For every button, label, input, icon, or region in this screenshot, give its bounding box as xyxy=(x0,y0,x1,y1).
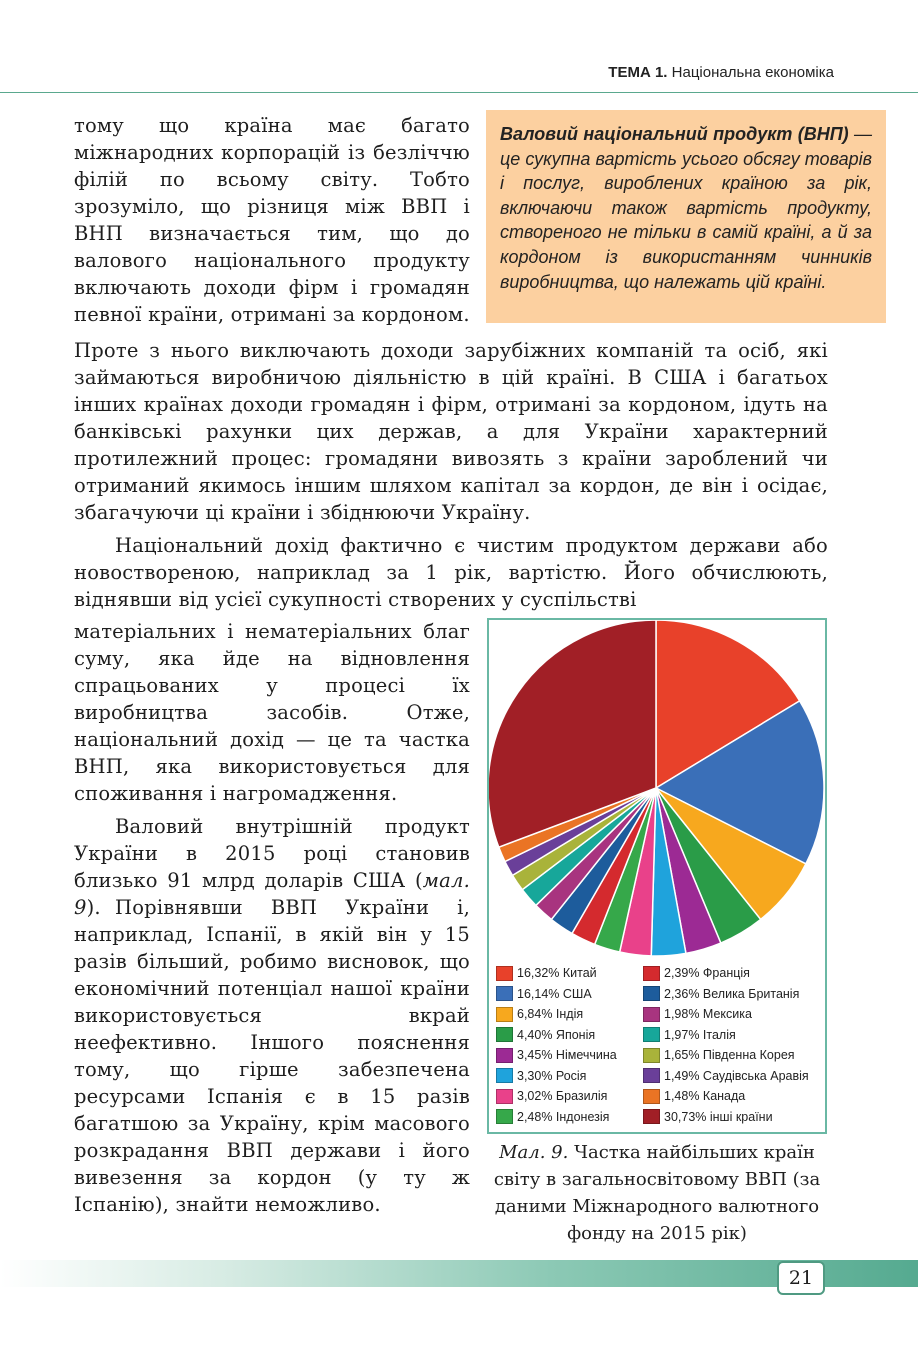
legend-label: 3,45% Німеччина xyxy=(517,1048,617,1062)
legend-swatch xyxy=(496,1109,513,1124)
legend-label: 30,73% інші країни xyxy=(664,1109,773,1124)
legend-swatch xyxy=(496,1027,513,1042)
header-rule xyxy=(0,92,918,93)
legend-item xyxy=(643,1107,773,1127)
paragraph-5-text: Валовий внутрішній продукт України в 2015 році становив близько 91 млрд доларів США ( xyxy=(74,815,470,892)
definition-text: — це сукупна вартість усього обсягу товарів і послуг, вироблених країною за рік, включаючи також вартість продукту, створеного не тільки в самій країні, а й за кордоном із використанням чинників виробництва, що належать цій країні. xyxy=(500,124,872,292)
legend-item xyxy=(643,1045,795,1065)
legend-item xyxy=(496,1107,609,1127)
legend-swatch xyxy=(496,1068,513,1083)
definition-term: Валовий національний продукт (ВНП) xyxy=(500,124,849,144)
paragraph-4: матеріальних і нематеріальних благ суму, яка йде на відновлення спрацьованих у процесі їх виробництва засобів. Отже, національний дохід — це та частка ВНП, яка використовується для споживання і нагромадження. xyxy=(74,620,470,805)
pie-chart xyxy=(489,620,825,960)
definition-box xyxy=(486,110,886,323)
legend-swatch xyxy=(643,966,660,981)
legend-swatch xyxy=(643,1068,660,1083)
legend-label: 6,84% Індія xyxy=(517,1007,584,1021)
caption-text: Частка найбільших країн світу в загальносвітовому ВВП (за даними Міжнародного валютного фонду на 2015 рік) xyxy=(493,1142,821,1244)
legend-item xyxy=(643,984,799,1004)
legend-swatch xyxy=(643,1007,660,1022)
pie-chart-figure xyxy=(487,618,827,1134)
topic-title: Національна економіка xyxy=(671,64,834,81)
topic-label: ТЕМА 1. xyxy=(608,64,668,81)
legend-item xyxy=(496,1066,586,1086)
figure-reference: мал. 9 xyxy=(74,869,470,919)
paragraph-3: Національний дохід фактично є чистим продуктом держави або новоствореною, наприклад за 1 рік, вартістю. Його обчислюють, віднявши від усієї сукупності створених у суспільстві xyxy=(74,534,828,611)
legend-swatch xyxy=(496,986,513,1001)
legend-label: 3,02% Бразилія xyxy=(517,1089,608,1103)
legend-label: 2,36% Велика Британія xyxy=(664,986,800,1001)
paragraph-2: Проте з нього виключають доходи зарубіжних компаній та осіб, які займаються виробничою діяльністю в цій країні. В США і багатьох інших країнах доходи громадян і фірм, отримані за кордоном, ідуть на банківські рахунки цих держав, а для України характерний протилежний процес: громадяни вивозять з країни зароблений чи отриманий якимось іншим шляхом капітал за кордон, де він і осідає, збагачуючи ці країни і збіднюючи Україну. xyxy=(74,339,828,524)
legend-item xyxy=(496,1086,607,1106)
running-header xyxy=(608,64,834,81)
legend-label: 1,98% Мексика xyxy=(664,1007,752,1021)
legend-item xyxy=(643,1025,736,1045)
legend-item xyxy=(643,963,750,983)
legend-item xyxy=(643,1086,745,1106)
legend-label: 16,14% США xyxy=(517,986,592,1001)
legend-label: 1,65% Південна Корея xyxy=(664,1048,795,1062)
legend-swatch xyxy=(643,1109,660,1124)
legend-label: 2,39% Франція xyxy=(664,966,750,980)
legend-item xyxy=(496,1045,617,1065)
legend-item xyxy=(496,1004,583,1024)
caption-ref: Мал. 9. xyxy=(499,1142,569,1163)
paragraph-6: Порівнявши ВВП України і, наприклад, Іспанії, в якій він у 15 разів більший, робимо висновок, що економічний потенціал нашої країни використовується вкрай неефективно. Іншого пояснення тому, що гірше забезпечена ресурсами Іспанія є в 15 разів багатшою за Україну, крім масового розкрадання ВВП держави і його вивезення за кордон (у ту ж Іспанію), знайти неможливо. xyxy=(74,896,470,1216)
legend-label: 1,97% Італія xyxy=(664,1027,736,1042)
legend-swatch xyxy=(496,1089,513,1104)
legend-swatch xyxy=(643,1027,660,1042)
legend-label: 3,30% Росія xyxy=(517,1068,587,1083)
legend-swatch xyxy=(643,1089,660,1104)
legend-item xyxy=(496,963,597,983)
legend-label: 1,48% Канада xyxy=(664,1089,746,1103)
legend-label: 4,40% Японія xyxy=(517,1027,596,1042)
legend-swatch xyxy=(496,966,513,981)
legend-label: 2,48% Індонезія xyxy=(517,1109,610,1124)
legend-swatch xyxy=(643,1048,660,1063)
legend-item xyxy=(496,1025,595,1045)
figure-caption xyxy=(487,1139,827,1247)
legend-item xyxy=(643,1004,752,1024)
paragraph-5-end: ). xyxy=(86,896,101,919)
legend-swatch xyxy=(496,1007,513,1022)
legend-swatch xyxy=(643,986,660,1001)
legend-item xyxy=(496,984,592,1004)
legend-swatch xyxy=(496,1048,513,1063)
page-number: 21 xyxy=(777,1261,825,1295)
legend-item xyxy=(643,1066,809,1086)
legend-label: 16,32% Китай xyxy=(517,966,597,980)
legend-label: 1,49% Саудівська Аравія xyxy=(664,1068,809,1083)
paragraph-1: тому що країна має багато міжнародних корпорацій із безліччю філій по всьому світу. Тобто зрозуміло, що різниця між ВВП і ВНП визначається тим, що до валового національного продукту включають доходи фірм і громадян певної країни, отримані за кордоном. xyxy=(74,114,470,326)
